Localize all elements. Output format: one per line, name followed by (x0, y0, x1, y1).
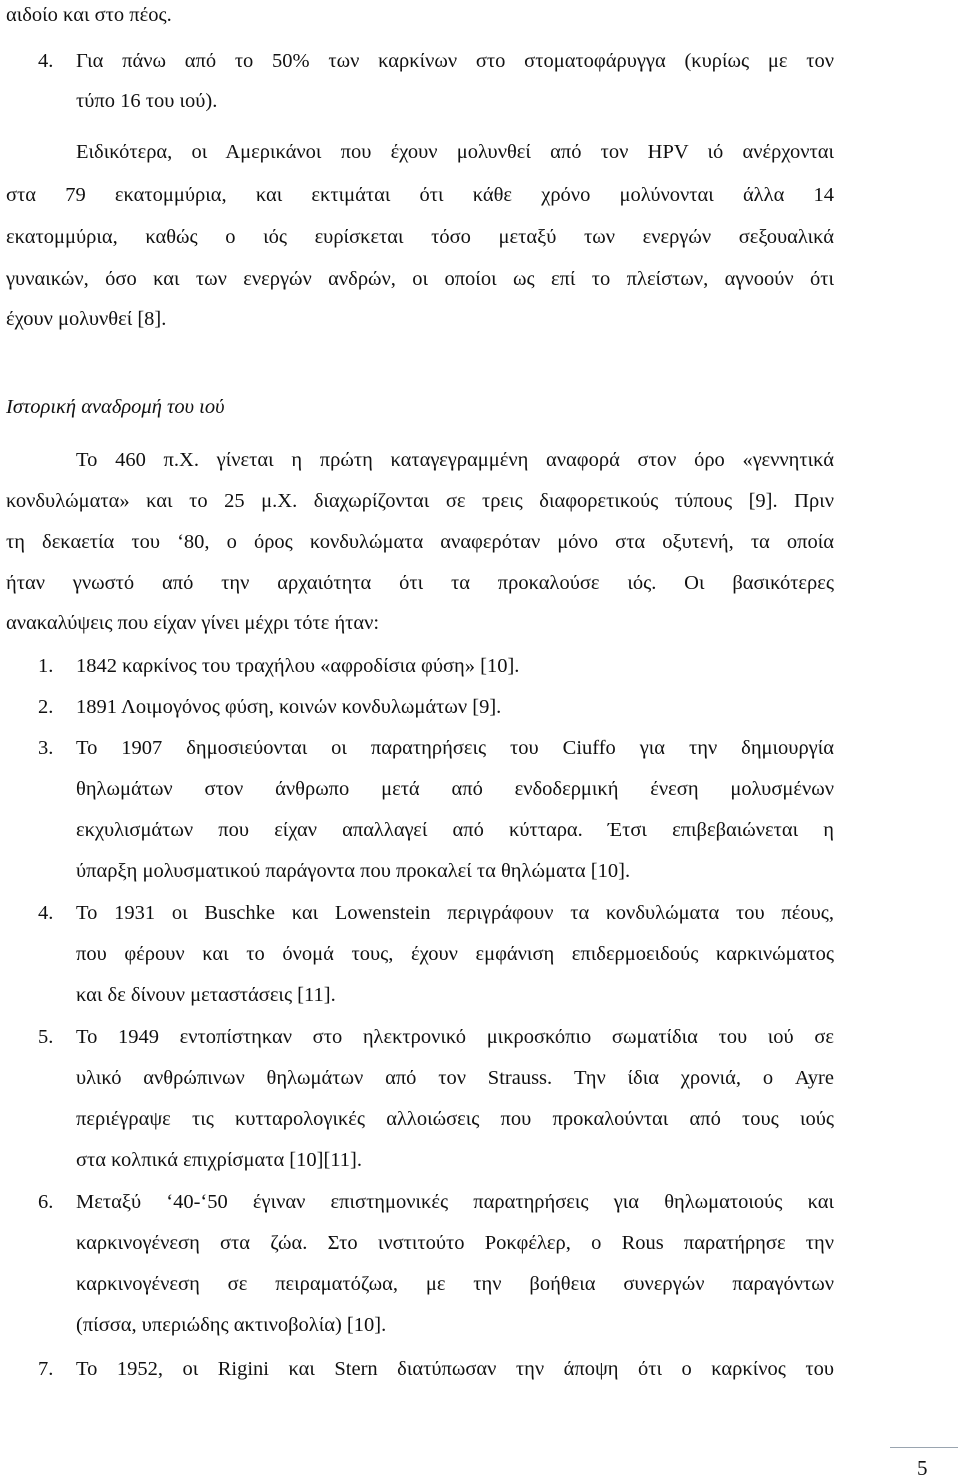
text-line: και δε δίνουν μεταστάσεις [11]. (76, 984, 336, 1006)
text-line: 1891 Λοιμογόνος φύση, κοινών κονδυλωμάτων [9]. (76, 696, 502, 718)
text-line: καρκινογένεση στα ζώα. Στο ινστιτούτο Ροκφέλερ, ο Rous παρατήρησε την (76, 1232, 834, 1254)
text-line: Το 1952, οι Rigini και Stern διατύπωσαν την άποψη ότι ο καρκίνος του (76, 1358, 834, 1380)
text-line: Το 1931 οι Buschke και Lowenstein περιγράφουν τα κονδυλώματα του πέους, (76, 902, 834, 924)
list-number: 4. (38, 50, 54, 72)
list-number: 3. (38, 737, 54, 759)
text-line: ήταν γνωστό από την αρχαιότητα ότι τα προκαλούσε ιός. Οι βασικότερες (6, 572, 834, 594)
text-line: 1842 καρκίνος του τραχήλου «αφροδίσια φύση» [10]. (76, 655, 520, 677)
text-line: (πίσσα, υπεριώδης ακτινοβολία) [10]. (76, 1314, 387, 1336)
text-line: έχουν μολυνθεί [8]. (6, 308, 167, 330)
section-heading: Ιστορική αναδρομή του ιού (6, 396, 225, 418)
list-number: 5. (38, 1026, 54, 1048)
text-line: εκατομμύρια, καθώς ο ιός ευρίσκεται τόσο μεταξύ των ενεργών σεξουαλικά (6, 226, 834, 248)
text-line: που φέρουν και το όνομά τους, έχουν εμφάνιση επιδερμοειδούς καρκινώματος (76, 943, 834, 965)
text-line: τη δεκαετία του ‘80, ο όρος κονδυλώματα αναφερόταν μόνο στα οξυτενή, τα οποία (6, 531, 834, 553)
text-line: Το 1907 δημοσιεύονται οι παρατηρήσεις του Ciuffo για την δημιουργία (76, 737, 834, 759)
list-number: 1. (38, 655, 54, 677)
text-line: τύπο 16 του ιού). (76, 90, 218, 112)
text-line: Ειδικότερα, οι Αμερικάνοι που έχουν μολυνθεί από τον HPV ιό ανέρχονται (76, 141, 834, 163)
text-line: καρκινογένεση σε πειραματόζωα, με την βοήθεια συνεργών παραγόντων (76, 1273, 834, 1295)
text-line: Μεταξύ ‘40-‘50 έγιναν επιστημονικές παρατηρήσεις για θηλωματοιούς και (76, 1191, 834, 1213)
text-line: περιέγραψε τις κυτταρολογικές αλλοιώσεις που προκαλούνται από τους ιούς (76, 1108, 834, 1130)
text-line: στα κολπικά επιχρίσματα [10][11]. (76, 1149, 362, 1171)
list-number: 6. (38, 1191, 54, 1213)
text-line: αιδοίο και στο πέος. (6, 4, 172, 26)
text-line: Για πάνω από το 50% των καρκίνων στο στοματοφάρυγγα (κυρίως με τον (76, 50, 834, 72)
text-line: ανακαλύψεις που είχαν γίνει μέχρι τότε ήταν: (6, 612, 380, 634)
text-line: υλικό ανθρώπινων θηλωμάτων από τον Strauss. Την ίδια χρονιά, ο Ayre (76, 1067, 834, 1089)
text-line: κονδυλώματα» και το 25 μ.Χ. διαχωρίζονται σε τρεις διαφορετικούς τύπους [9]. Πριν (6, 490, 834, 512)
list-number: 7. (38, 1358, 54, 1380)
text-line: Το 1949 εντοπίστηκαν στο ηλεκτρονικό μικροσκόπιο σωματίδια του ιού σε (76, 1026, 834, 1048)
text-line: Το 460 π.Χ. γίνεται η πρώτη καταγεγραμμένη αναφορά στον όρο «γεννητικά (76, 449, 834, 471)
text-line: γυναικών, όσο και των ενεργών ανδρών, οι οποίοι ως επί το πλείστων, αγνοούν ότι (6, 268, 834, 290)
list-number: 4. (38, 902, 54, 924)
footer-divider (890, 1447, 958, 1448)
text-line: εκχυλισμάτων που είχαν απαλλαγεί από κύτταρα. Έτσι επιβεβαιώνεται η (76, 819, 834, 841)
list-number: 2. (38, 696, 54, 718)
text-line: στα 79 εκατομμύρια, και εκτιμάται ότι κάθε χρόνο μολύνονται άλλα 14 (6, 184, 834, 206)
text-line: θηλωμάτων στον άνθρωπο μετά από ενδοδερμική ένεση μολυσμένων (76, 778, 834, 800)
text-line: ύπαρξη μολυσματικού παράγοντα που προκαλεί τα θηλώματα [10]. (76, 860, 631, 882)
page-number: 5 (917, 1456, 928, 1480)
